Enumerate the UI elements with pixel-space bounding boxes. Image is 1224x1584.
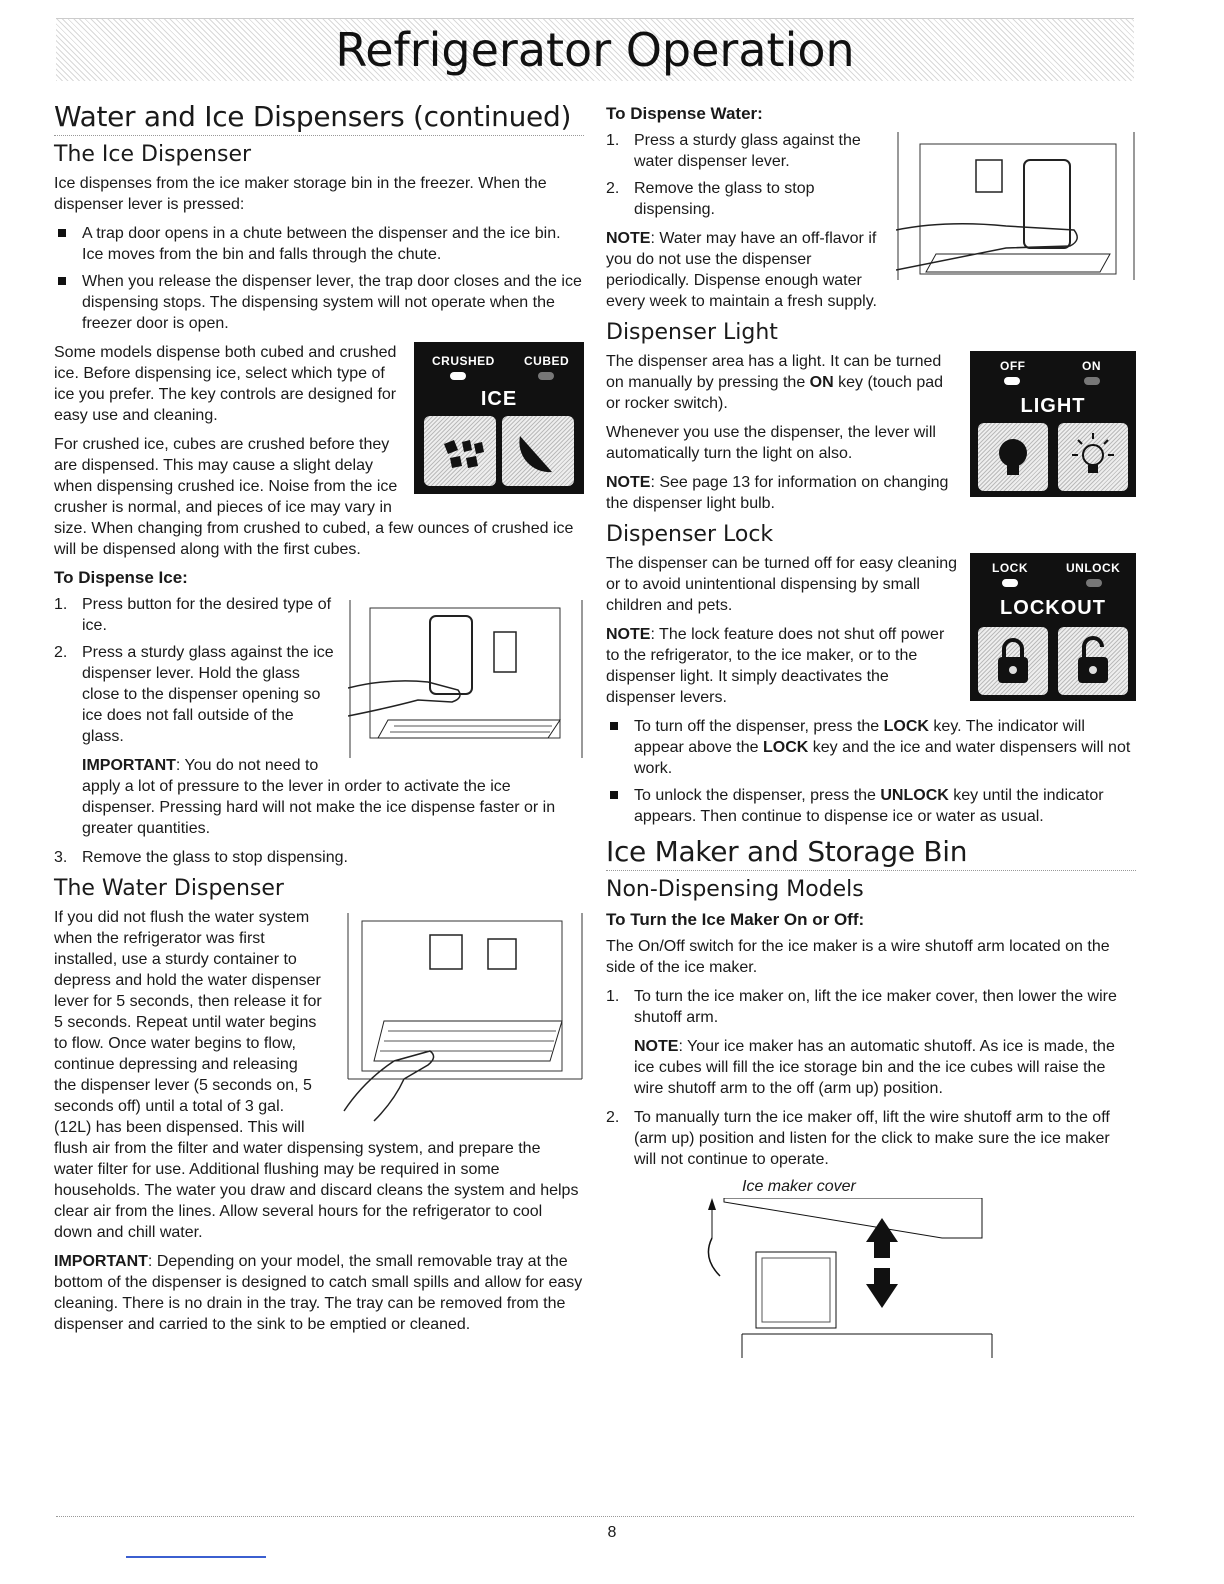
crushed-label: CRUSHED: [432, 354, 495, 368]
cubed-label: CUBED: [524, 354, 570, 368]
ice-maker-note: NOTE: Your ice maker has an automatic shutoff. As ice is made, the ice cubes will fill the ice storage bin and the ice cubes will raise the wire shutoff arm to the off (arm up) position.: [634, 1038, 1115, 1097]
padlock-open-icon: [1058, 627, 1128, 695]
padlock-closed-icon: [978, 627, 1048, 695]
crushed-indicator: [450, 372, 466, 380]
heading-dispense-water: To Dispense Water:: [606, 104, 763, 123]
ice-maker-step1: [606, 986, 1136, 1028]
ice-important-note: IMPORTANT: You do not need to apply a lot of pressure to the lever in order to activate the ice dispenser. Pressing hard will not make the ice dispense faster or in greater quantities.: [82, 757, 556, 837]
bulb-off-icon: [978, 423, 1048, 491]
on-label: ON: [1082, 359, 1101, 373]
unlock-label: UNLOCK: [1066, 561, 1121, 575]
crushed-ice-text: For crushed ice, cubes are crushed before they are dispensed. This may cause a slight delay when dispensing crushed ice. Noise from the ice crusher is normal, and pieces of ice may vary in size. When changing from crushed to cubed, a few ounces of crushed ice will be dispensed along with the first cubes.: [54, 436, 574, 558]
heading-dispenser-light: Dispenser Light: [606, 320, 778, 345]
lock-key[interactable]: [978, 627, 1048, 695]
step-item: 2. Remove the glass to stop dispensing.: [606, 180, 815, 218]
cubed-indicator: [538, 372, 554, 380]
bullet-item: To turn off the dispenser, press the LOCK key. The indicator will appear above the LOCK key and the ice and water dispensers will not work.: [606, 716, 1136, 779]
water-dispense-illustration: [334, 911, 584, 1131]
heading-dispense-ice: To Dispense Ice:: [54, 568, 188, 587]
lockout-panel-title: LOCKOUT: [1000, 597, 1106, 619]
step-item: 1. Press button for the desired type of ice.: [54, 596, 332, 634]
off-indicator: [1004, 377, 1020, 385]
bullet-item: To unlock the dispenser, press the UNLOCK key until the indicator appears. Then continue to dispense ice or water as usual.: [606, 785, 1136, 827]
step-item: 3. Remove the glass to stop dispensing.: [54, 849, 348, 866]
left-column: [54, 100, 584, 1343]
ice-maker-step2: [606, 1107, 1136, 1170]
lock-text: The dispenser can be turned off for easy cleaning or to avoid unintentional dispensing by small children and pets.: [606, 555, 958, 614]
crushed-ice-icon: [424, 416, 496, 486]
ice-models-text: Some models dispense both cubed and crushed ice. Before dispensing ice, select which type of ice you prefer. The key controls are designed for easy use and cleaning.: [54, 344, 397, 424]
ice-dispenser-bullets: [54, 223, 584, 334]
ice-maker-cover-callout: Ice maker cover: [742, 1178, 856, 1195]
dispense-ice-steps: [54, 594, 584, 747]
cubed-ice-icon: [502, 416, 574, 486]
lock-bullets: [606, 716, 1136, 827]
bullet-item: When you release the dispenser lever, the trap door closes and the ice dispensing stops. The dispensing system will not operate when the freezer door is open.: [54, 271, 584, 334]
step-item: 2. To manually turn the ice maker off, lift the wire shutoff arm to the off (arm up) position and listen for the click to make sure the ice maker will not continue to operate.: [606, 1109, 1110, 1168]
off-label: OFF: [1000, 359, 1026, 373]
bullet-item: A trap door opens in a chute between the dispenser and the ice bin. Ice moves from the bin and falls through the chute.: [54, 223, 584, 265]
light-panel-title: LIGHT: [1020, 395, 1086, 417]
step-item: 1. Press a sturdy glass against the water dispenser lever.: [606, 132, 861, 170]
water-important-note: IMPORTANT: Depending on your model, the small removable tray at the bottom of the dispenser is designed to catch small spills and allow for easy cleaning. There is no drain in the tray. The tray can be removed from the dispenser and carried to the sink to be emptied or cleaned.: [54, 1253, 583, 1333]
heading-non-dispensing: Non-Dispensing Models: [606, 877, 864, 902]
lock-indicator: [1002, 579, 1018, 587]
light-control-panel: [970, 351, 1136, 497]
heading-turn-ice-maker: To Turn the Ice Maker On or Off:: [606, 910, 865, 929]
page-title: Refrigerator Operation: [335, 23, 855, 77]
ice-panel-title: ICE: [480, 388, 518, 410]
crushed-ice-key[interactable]: [424, 416, 496, 486]
footer-blue-bar: [126, 1556, 266, 1558]
cubed-ice-key[interactable]: [502, 416, 574, 486]
step-item: 2. Press a sturdy glass against the ice dispenser lever. Hold the glass close to the dispenser opening so ice does not fall outside of the glass.: [54, 644, 334, 745]
light-text: The dispenser area has a light. It can be turned on manually by pressing the ON key (touch pad or rocker switch).: [606, 353, 944, 412]
unlock-key[interactable]: [1058, 627, 1128, 695]
right-column: [606, 100, 1136, 1358]
light-note: NOTE: See page 13 for information on changing the dispenser light bulb.: [606, 474, 949, 512]
section-title-ice-maker: Ice Maker and Storage Bin: [606, 835, 1136, 871]
section-title-dispensers: Water and Ice Dispensers (continued): [54, 100, 584, 136]
ice-maker-intro: The On/Off switch for the ice maker is a wire shutoff arm located on the side of the ice maker.: [606, 938, 1110, 976]
on-indicator: [1084, 377, 1100, 385]
unlock-indicator: [1086, 579, 1102, 587]
ice-dispenser-intro: Ice dispenses from the ice maker storage bin in the freezer. When the dispenser lever is pressed:: [54, 175, 547, 213]
light-text-2: Whenever you use the dispenser, the lever will automatically turn the light on also.: [606, 424, 936, 462]
heading-ice-dispenser: The Ice Dispenser: [54, 142, 252, 167]
page-number: 8: [607, 1524, 617, 1541]
bulb-on-icon: [1058, 423, 1128, 491]
lockout-control-panel: [970, 553, 1136, 701]
heading-water-dispenser: The Water Dispenser: [54, 876, 284, 901]
hand-at-water-lever-icon: [334, 911, 584, 1131]
page-header-band: [56, 18, 1134, 81]
ice-maker-cover-icon: [702, 1198, 1002, 1358]
dispense-ice-step3: [54, 847, 584, 868]
water-note: NOTE: Water may have an off-flavor if you do not use the dispenser periodically. Dispense enough water every week to maintain a fresh supply.: [606, 230, 877, 310]
light-on-key[interactable]: [1058, 423, 1128, 491]
footer-divider: [56, 1516, 1134, 1517]
lock-note: NOTE: The lock feature does not shut off power to the refrigerator, to the ice maker, or to the dispenser light. It simply deactivates the dispenser levers.: [606, 626, 945, 706]
step-item: 1. To turn the ice maker on, lift the ice maker cover, then lower the wire shutoff arm.: [606, 988, 1117, 1026]
ice-control-panel: [414, 342, 584, 494]
ice-maker-illustration: [702, 1178, 1102, 1358]
water-dispenser-text: If you did not flush the water system when the refrigerator was first installed, use a sturdy container to depress and hold the water dispenser lever for 5 seconds, then release it for 5 seconds. Repeat until water begins to flow. Once water begins to flow, continue depressing and releasing the dispenser lever (5 seconds on, 5 seconds off) until a total of 3 gal. (12L) has been dispensed. This will flush air from the filter and water dispensing system, and prepare the water filter for use. Additional flushing may be required in some households. The water you draw and discard cleans the system and helps clear air from the lines. Allow several hours for the refrigerator to cool down and chill water.: [54, 909, 579, 1241]
lock-label: LOCK: [992, 561, 1028, 575]
heading-dispenser-lock: Dispenser Lock: [606, 522, 774, 547]
light-off-key[interactable]: [978, 423, 1048, 491]
